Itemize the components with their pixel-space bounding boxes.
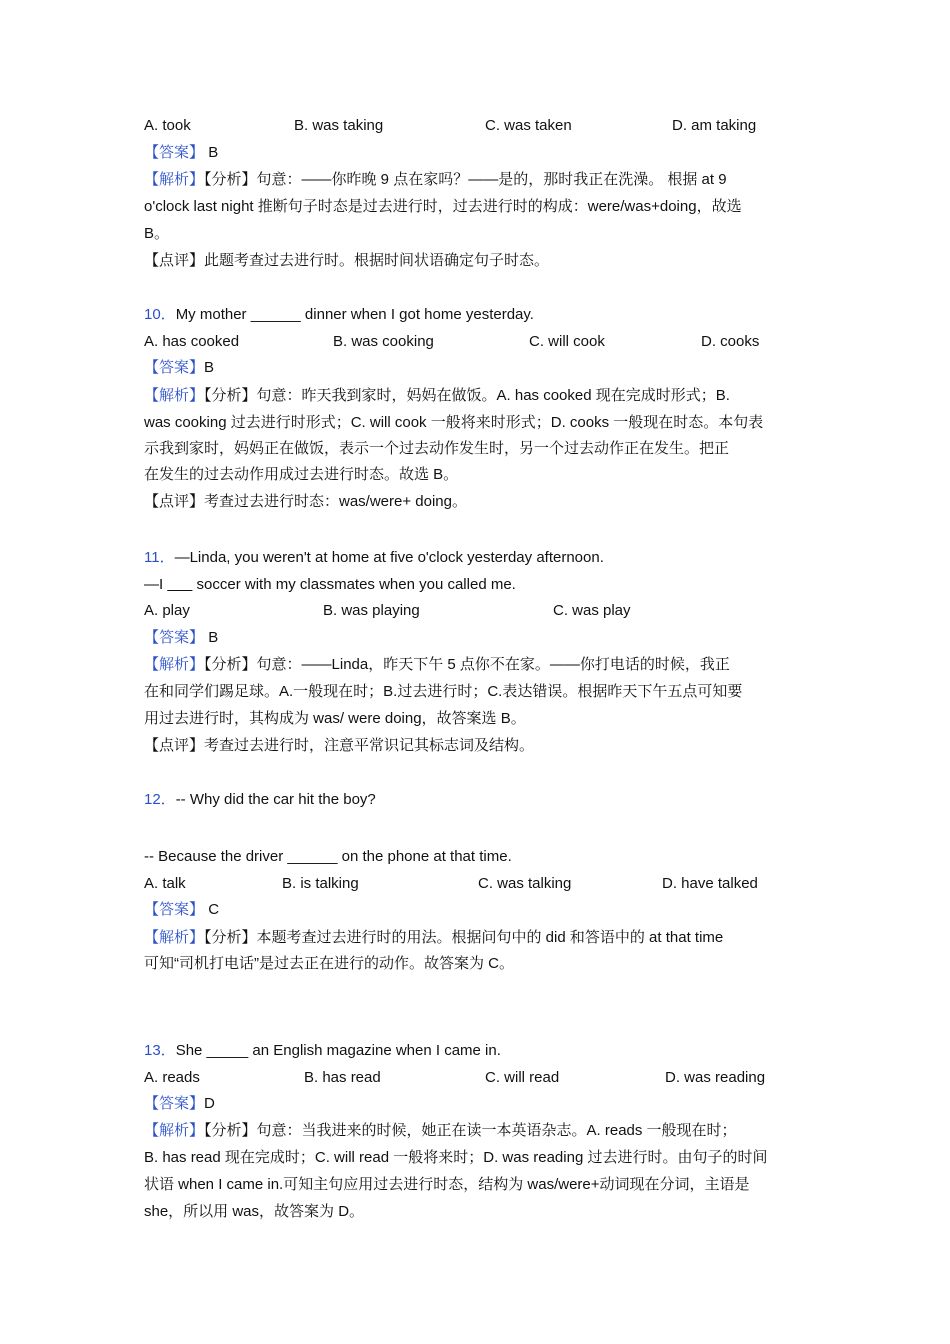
q12-stem-line-2: -- Because the driver ______ on the phone at that time. bbox=[144, 848, 512, 865]
q9-analysis-line-3: B。 bbox=[144, 225, 170, 242]
analysis-tag: 【解析】 bbox=[144, 656, 205, 673]
question-text: My mother ______ dinner when I got home yesterday. bbox=[175, 306, 534, 323]
answer-value: B bbox=[208, 144, 219, 161]
analysis-tag: 【解析】 bbox=[144, 1122, 205, 1139]
analysis-tag: 【解析】 bbox=[144, 171, 205, 188]
answer-value: B bbox=[208, 629, 219, 646]
answer-value: D bbox=[204, 1095, 215, 1112]
q10-analysis-line-1 bbox=[144, 386, 730, 406]
analysis-text: 【分析】句意：——你昨晚 9 点在家吗？——是的，那时我正在洗澡。 根据 at 9 bbox=[204, 171, 727, 188]
analysis-text: 【分析】句意：当我进来的时候，她正在读一本英语杂志。A. reads 一般现在时； bbox=[204, 1122, 737, 1139]
q10-option-b: B. was cooking bbox=[333, 333, 434, 350]
q9-analysis-line-1 bbox=[144, 170, 727, 190]
reply-text: soccer with my classmates when you called me. bbox=[192, 576, 516, 593]
q13-stem bbox=[144, 1041, 501, 1061]
analysis-tag: 【解析】 bbox=[144, 387, 205, 404]
analysis-tag: 【解析】 bbox=[144, 929, 205, 946]
question-text: -- Why did the car hit the boy? bbox=[175, 791, 376, 808]
q10-option-a: A. has cooked bbox=[144, 333, 240, 350]
q9-comment: 【点评】此题考查过去进行时。根据时间状语确定句子时态。 bbox=[144, 252, 550, 269]
q11-analysis-line-2: 在和同学们踢足球。A.一般现在时；B.过去进行时；C.表达错误。根据昨天下午五点可知要 bbox=[144, 683, 743, 700]
q12-option-b: B. is talking bbox=[282, 875, 359, 892]
q9-option-d: D. am taking bbox=[672, 117, 757, 134]
analysis-text: 【分析】本题考查过去进行时的用法。根据问句中的 did 和答语中的 at that time bbox=[204, 929, 724, 946]
reply-prefix: —I bbox=[144, 576, 168, 593]
q12-option-a: A. talk bbox=[144, 875, 186, 892]
q12-options-row bbox=[144, 874, 808, 894]
q10-option-d: D. cooks bbox=[701, 333, 760, 350]
q11-stem-line-1 bbox=[144, 548, 604, 568]
q10-options-row bbox=[144, 332, 808, 352]
q11-option-a: A. play bbox=[144, 602, 190, 619]
q10-option-c: C. will cook bbox=[529, 333, 605, 350]
answer-value: C bbox=[208, 901, 220, 918]
question-text: She _____ an English magazine when I came in. bbox=[175, 1042, 501, 1059]
q13-analysis-line-3: 状语 when I came in.可知主句应用过去进行时态，结构为 was/were+动词现在分词，主语是 bbox=[144, 1176, 750, 1193]
q12-analysis-line-1 bbox=[144, 928, 723, 948]
q13-answer bbox=[144, 1094, 215, 1114]
question-number: 13． bbox=[144, 1042, 176, 1059]
q11-stem-line-2 bbox=[144, 575, 516, 595]
q11-comment: 【点评】考查过去进行时，注意平常识记其标志词及结构。 bbox=[144, 737, 535, 754]
q13-option-b: B. has read bbox=[304, 1069, 381, 1086]
q11-option-b: B. was playing bbox=[323, 602, 420, 619]
q11-answer bbox=[144, 628, 218, 648]
answer-value: B bbox=[204, 359, 215, 376]
q10-analysis-line-2: was cooking 过去进行时形式；C. will cook 一般将来时形式；D. cooks 一般现在时态。本句表 bbox=[144, 414, 764, 431]
q9-option-a: A. took bbox=[144, 117, 191, 134]
q10-answer bbox=[144, 358, 214, 378]
q9-options-row bbox=[144, 116, 808, 136]
q12-option-c: C. was talking bbox=[478, 875, 572, 892]
q9-answer bbox=[144, 143, 218, 163]
question-number: 12． bbox=[144, 791, 176, 808]
question-number: 10． bbox=[144, 306, 176, 323]
answer-tag: 【答案】 bbox=[144, 359, 205, 376]
q12-answer bbox=[144, 900, 219, 920]
answer-blank: ___ bbox=[167, 576, 193, 593]
q13-option-a: A. reads bbox=[144, 1069, 200, 1086]
answer-tag: 【答案】 bbox=[144, 901, 205, 918]
q10-analysis-line-3: 示我到家时，妈妈正在做饭，表示一个过去动作发生时，另一个过去动作正在发生。把正 bbox=[144, 440, 730, 457]
q10-comment: 【点评】考查过去进行时态：was/were+ doing。 bbox=[144, 493, 467, 510]
answer-tag: 【答案】 bbox=[144, 144, 205, 161]
q13-option-d: D. was reading bbox=[665, 1069, 766, 1086]
q11-option-c: C. was play bbox=[553, 602, 631, 619]
q10-stem bbox=[144, 305, 534, 325]
q12-stem-line-1 bbox=[144, 790, 376, 810]
q12-option-d: D. have talked bbox=[662, 875, 758, 892]
q9-option-c: C. was taken bbox=[485, 117, 572, 134]
q13-analysis-line-4: she，所以用 was，故答案为 D。 bbox=[144, 1203, 365, 1220]
q11-analysis-line-1 bbox=[144, 655, 730, 675]
answer-tag: 【答案】 bbox=[144, 629, 205, 646]
q10-analysis-line-4: 在发生的过去动作用成过去进行时态。故选 B。 bbox=[144, 466, 459, 483]
q11-options-row bbox=[144, 601, 808, 621]
q13-option-c: C. will read bbox=[485, 1069, 560, 1086]
answer-tag: 【答案】 bbox=[144, 1095, 205, 1112]
q13-options-row bbox=[144, 1068, 808, 1088]
q11-analysis-line-3: 用过去进行时，其构成为 was/ were doing，故答案选 B。 bbox=[144, 710, 526, 727]
q9-analysis-line-2: o'clock last night 推断句子时态是过去进行时，过去进行时的构成：were/was+doing，故选 bbox=[144, 198, 742, 215]
q13-analysis-line-1 bbox=[144, 1121, 737, 1141]
q9-option-b: B. was taking bbox=[294, 117, 384, 134]
analysis-text: 【分析】句意：——Linda，昨天下午 5 点你不在家。——你打电话的时候，我正 bbox=[204, 656, 730, 673]
question-number: 11． bbox=[144, 549, 175, 566]
question-text: —Linda, you weren't at home at five o'clock yesterday afternoon. bbox=[174, 549, 604, 566]
q12-analysis-line-2: 可知“司机打电话”是过去正在进行的动作。故答案为 C。 bbox=[144, 955, 514, 972]
q13-analysis-line-2: B. has read 现在完成时；C. will read 一般将来时；D. was reading 过去进行时。由句子的时间 bbox=[144, 1149, 768, 1166]
analysis-text: 【分析】句意：昨天我到家时，妈妈在做饭。A. has cooked 现在完成时形式；B. bbox=[204, 387, 730, 404]
